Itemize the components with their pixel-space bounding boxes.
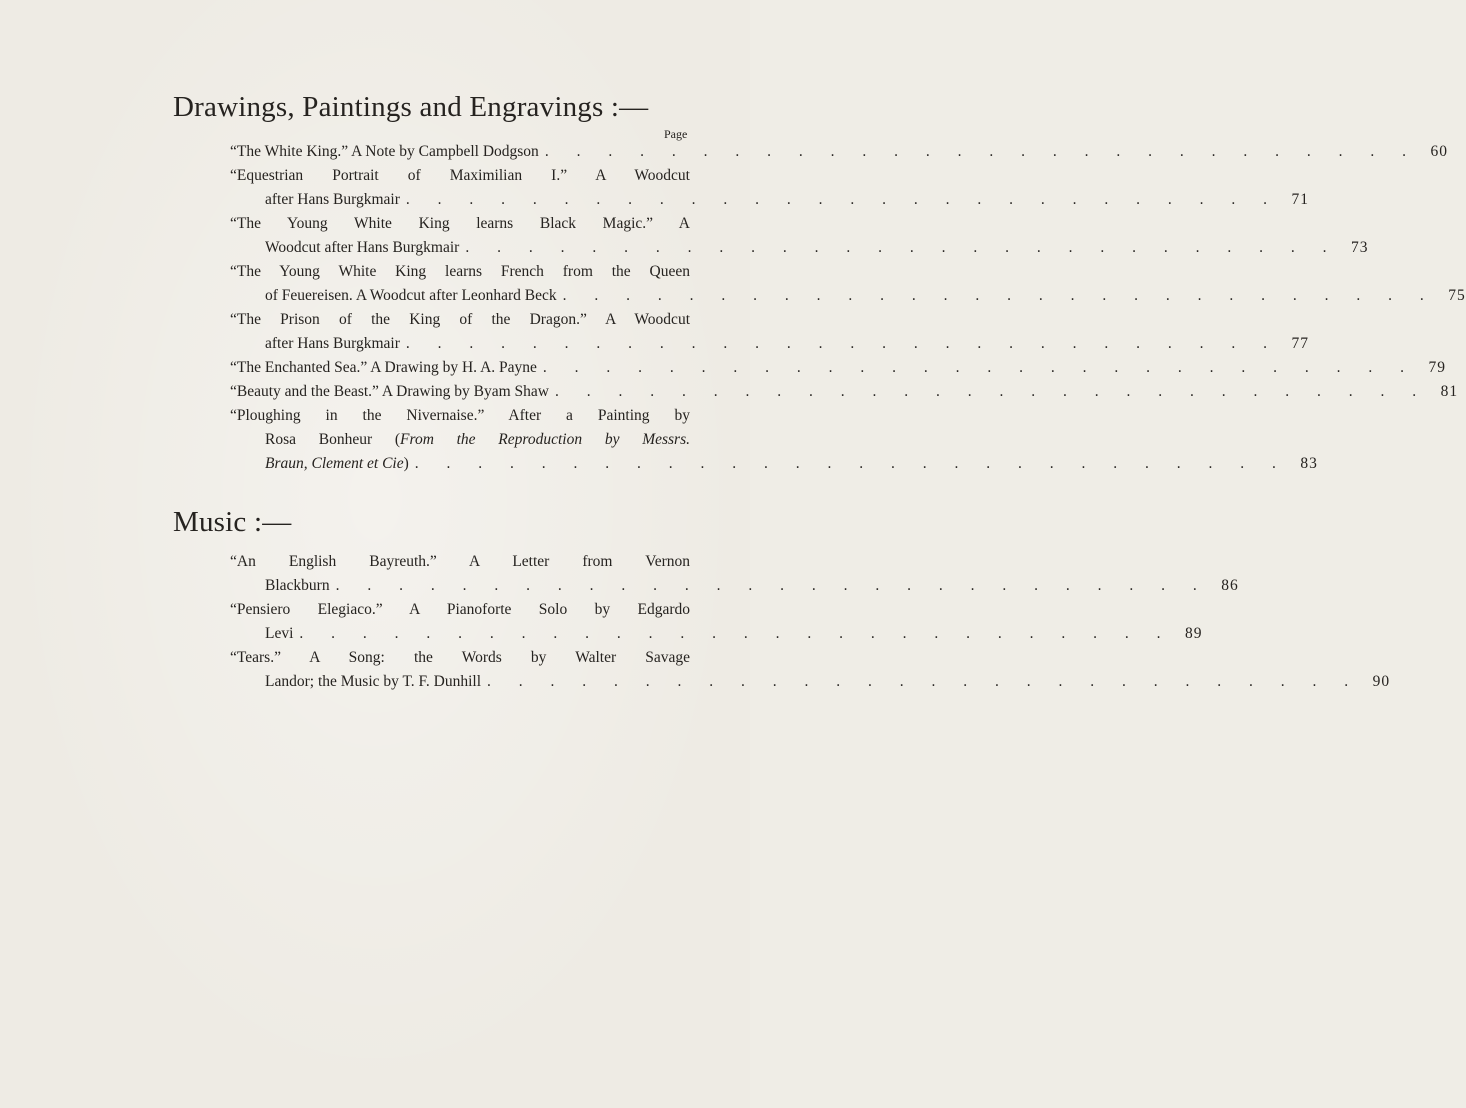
dot-leader: . . . . . . . . . . . . . . . . . . . . . . . . . . . . xyxy=(405,335,1279,352)
contents-entry xyxy=(230,308,1309,356)
section-heading-music: Music :— xyxy=(173,506,292,538)
contents-entry xyxy=(230,380,1459,404)
entry-title-cont: Blackburn xyxy=(265,577,330,594)
entry-title-cont: Landor; the Music by T. F. Dunhill xyxy=(265,673,482,690)
section-heading-drawings: Drawings, Paintings and Engravings :— xyxy=(173,91,649,123)
entry-title: “The White King.” A Note by Campbell Dodgson xyxy=(230,143,539,160)
entry-title: “An English Bayreuth.” A Letter from Vernon xyxy=(230,553,690,570)
contents-list-music xyxy=(230,550,1391,694)
entry-title-cont: after Hans Burgkmair xyxy=(265,191,400,208)
page-number: 81 xyxy=(1440,383,1459,400)
page-number: 83 xyxy=(1300,455,1318,472)
page-number: 86 xyxy=(1221,577,1239,594)
dot-leader: . . . . . . . . . . . . . . . . . . . . . . . . . . . . xyxy=(299,625,1173,642)
entry-title-cont: of Feuereisen. A Woodcut after Leonhard Beck xyxy=(265,287,557,304)
dot-leader: . . . . . . . . . . . . . . . . . . . . . . . . . . . . xyxy=(405,191,1279,208)
page-number: 75 xyxy=(1448,287,1466,304)
dot-leader: . . . . . . . . . . . . . . . . . . . . . . . . . . . . xyxy=(562,287,1436,304)
contents-entry xyxy=(230,356,1447,380)
entry-title-cont: Levi xyxy=(265,625,294,642)
dot-leader: . . . . . . . . . . . . . . . . . . . . . . . . . . . . xyxy=(465,239,1339,256)
entry-title: “The Young White King learns French from the Queen xyxy=(230,263,690,280)
dot-leader: . . . . . . . . . . . . . . . . . . . . . . . . . . . . xyxy=(544,143,1418,160)
page-number: 77 xyxy=(1291,335,1309,352)
page-number: 60 xyxy=(1430,143,1448,160)
contents-entry xyxy=(230,404,1318,476)
entry-title: “The Prison of the King of the Dragon.” A Woodcut xyxy=(230,311,690,328)
entry-title: “Beauty and the Beast.” A Drawing by Byam Shaw xyxy=(230,383,549,400)
entry-title: “Ploughing in the Nivernaise.” After a Painting by xyxy=(230,407,690,424)
entry-title-cont: after Hans Burgkmair xyxy=(265,335,400,352)
italic-credit: From the Reproduction by Messrs. xyxy=(400,431,690,448)
entry-title: “The Enchanted Sea.” A Drawing by H. A. Payne xyxy=(230,359,537,376)
entry-title-cont: Braun, Clement et Cie) xyxy=(265,455,409,472)
entry-title: “Tears.” A Song: the Words by Walter Savage xyxy=(230,649,690,666)
page-number: 71 xyxy=(1291,191,1309,208)
dot-leader: . . . . . . . . . . . . . . . . . . . . . . . . . . . . xyxy=(542,359,1417,376)
entry-title: “Pensiero Elegiaco.” A Pianoforte Solo by Edgardo xyxy=(230,601,690,618)
contents-entry xyxy=(230,140,1448,164)
contents-entry xyxy=(230,164,1309,212)
page-column-label: Page xyxy=(664,127,688,141)
page-number: 79 xyxy=(1428,359,1447,376)
contents-entry xyxy=(230,212,1369,260)
contents-list-drawings xyxy=(230,140,1466,476)
contents-entry xyxy=(230,646,1391,694)
entry-title-cont: Rosa Bonheur (From the Reproduction by Messrs. xyxy=(265,431,690,448)
dot-leader: . . . . . . . . . . . . . . . . . . . . . . . . . . . . xyxy=(414,455,1288,472)
page-number: 73 xyxy=(1350,239,1369,256)
contents-entry xyxy=(230,598,1203,646)
dot-leader: . . . . . . . . . . . . . . . . . . . . . . . . . . . . xyxy=(487,673,1361,690)
entry-title-cont: Woodcut after Hans Burgkmair xyxy=(265,239,460,256)
entry-title: “Equestrian Portrait of Maximilian I.” A Woodcut xyxy=(230,167,690,184)
dot-leader: . . . . . . . . . . . . . . . . . . . . . . . . . . . . xyxy=(335,577,1209,594)
page-number: 89 xyxy=(1185,625,1203,642)
contents-entry xyxy=(230,260,1466,308)
entry-title: “The Young White King learns Black Magic.” A xyxy=(230,215,690,232)
page-number: 90 xyxy=(1372,673,1391,690)
contents-entry xyxy=(230,550,1239,598)
dot-leader: . . . . . . . . . . . . . . . . . . . . . . . . . . . . xyxy=(554,383,1429,400)
